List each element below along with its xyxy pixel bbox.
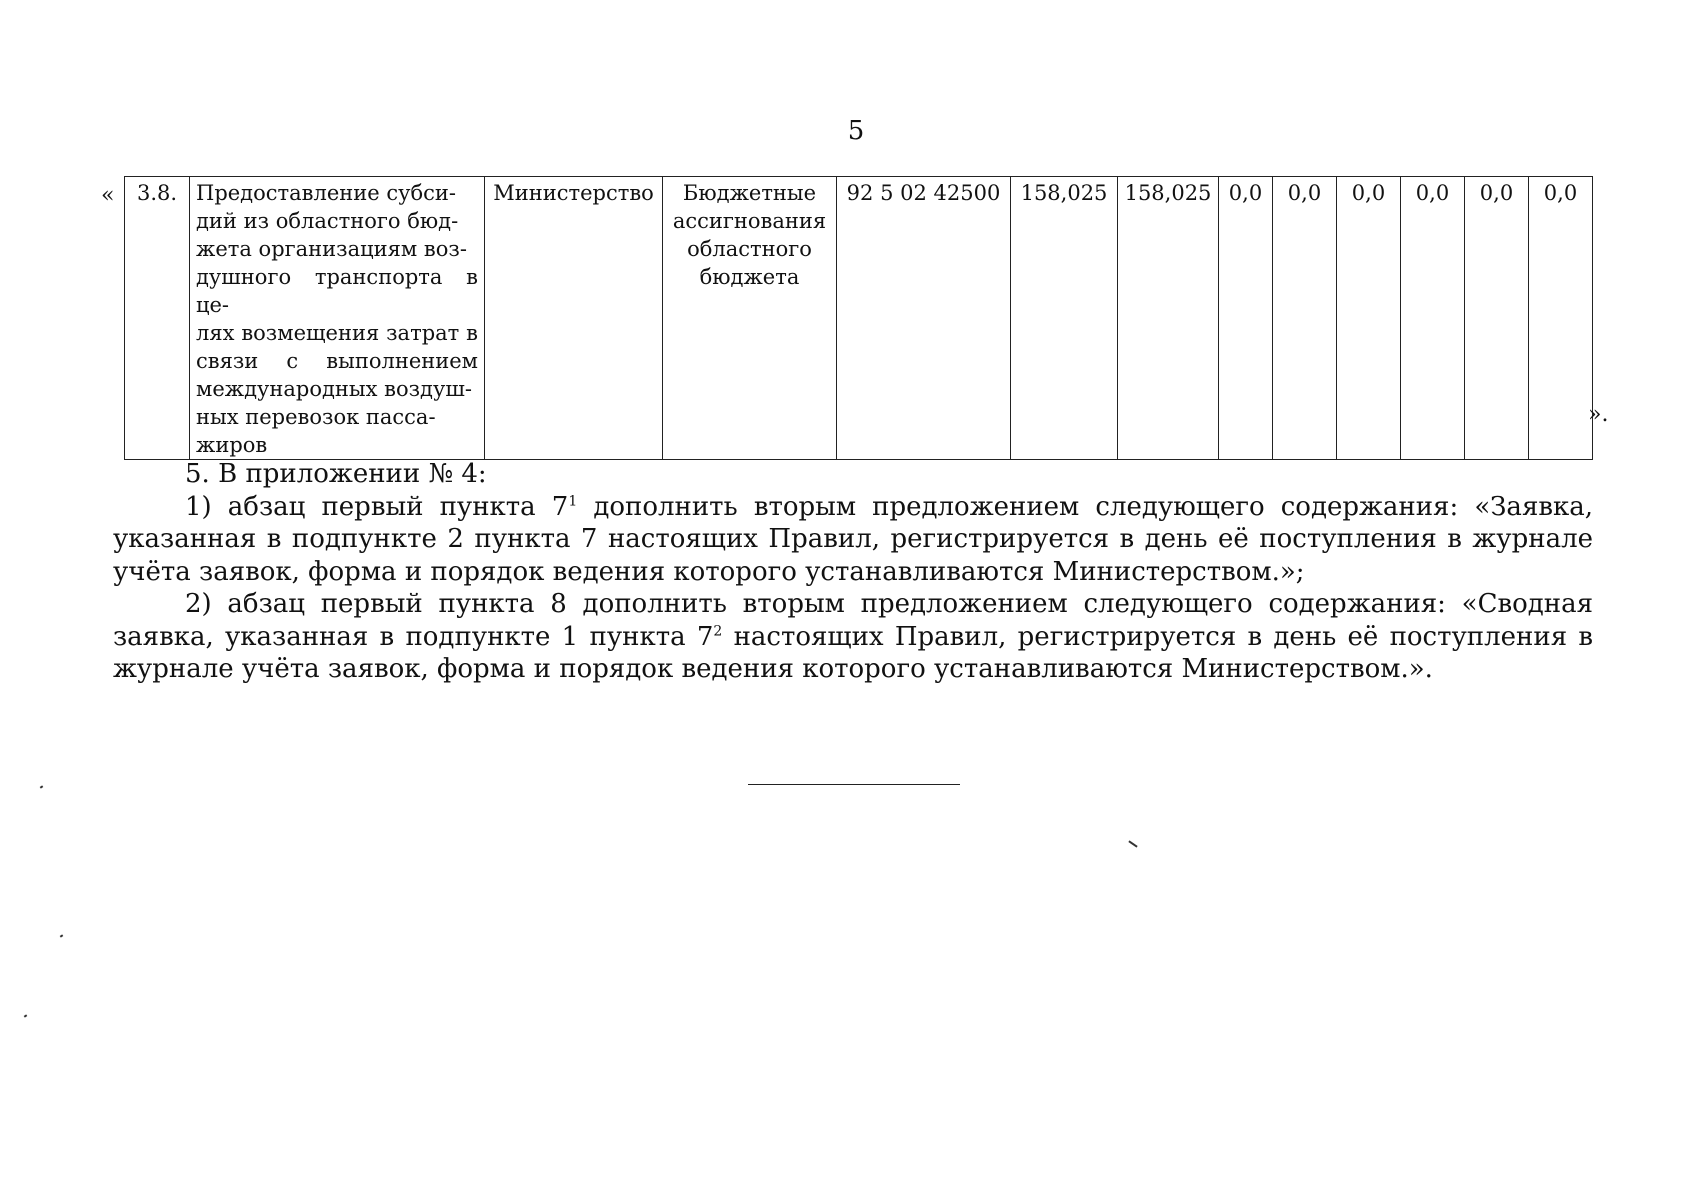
activity-name-cell <box>190 177 485 460</box>
section-heading <box>113 458 1593 491</box>
page-number: 5 <box>847 116 865 146</box>
item-2-text-end: настоящих Правил, регистрируется в день её поступления в журнале учёта заявок, форма и порядок ведения которого устанавливаются Министерством.». <box>113 621 1593 684</box>
year-amount-cell: 158,025 <box>1118 177 1219 460</box>
row-number-cell: 3.8. <box>125 177 190 460</box>
closing-quote-mark: ». <box>1588 402 1609 427</box>
scan-speck <box>40 785 44 788</box>
budget-table <box>124 176 1593 460</box>
budget-code-cell: 92 5 02 42500 <box>837 177 1011 460</box>
scan-speck <box>60 934 64 937</box>
year-amount-cell: 0,0 <box>1465 177 1529 460</box>
amendment-text <box>113 458 1593 686</box>
scan-speck <box>1128 840 1137 847</box>
year-amount-cell: 0,0 <box>1337 177 1401 460</box>
funding-source-cell: Бюджетные ассигнования областного бюджета <box>663 177 837 460</box>
item-1-superscript: 1 <box>568 492 578 509</box>
executor-cell: Министерство <box>485 177 663 460</box>
year-amount-cell: 0,0 <box>1273 177 1337 460</box>
year-amount-cell: 0,0 <box>1219 177 1273 460</box>
year-amount-cell: 0,0 <box>1401 177 1465 460</box>
amendment-item-2 <box>113 588 1593 686</box>
year-amount-cell: 0,0 <box>1529 177 1593 460</box>
total-amount-cell: 158,025 <box>1011 177 1118 460</box>
item-1-text-start: 1) абзац первый пункта 7 <box>185 491 569 522</box>
item-2-superscript: 2 <box>713 622 723 639</box>
amendment-item-1 <box>113 491 1593 589</box>
item-2-text-start: 2) абзац первый пункта 8 дополнить вторым предложением следующего содержания: «Сводная заявка, указанная в подпункте 1 пункта 7 <box>113 589 1593 652</box>
item-1-text-end: дополнить вторым предложением следующего содержания: «Заявка, указанная в подпункте 2 пункта 7 настоящих Правил, регистрируется в день её поступления в журнале учёта заявок, форма и порядок ведения которого устанавливаются Министерством.»; <box>113 491 1593 587</box>
end-divider-line <box>748 784 960 785</box>
opening-quote-mark: « <box>101 183 115 208</box>
table-row <box>125 177 1593 460</box>
scan-speck <box>24 1014 28 1017</box>
activity-name-text: Предоставление субси- дий из областного бюд- жета организациям воз- душного транспорта в це- лях возмещения затрат в связи с выполнением международных воздуш- ных перевозок пасса- жиров <box>196 181 478 457</box>
section-heading-text: 5. В приложении № 4: <box>185 459 487 489</box>
